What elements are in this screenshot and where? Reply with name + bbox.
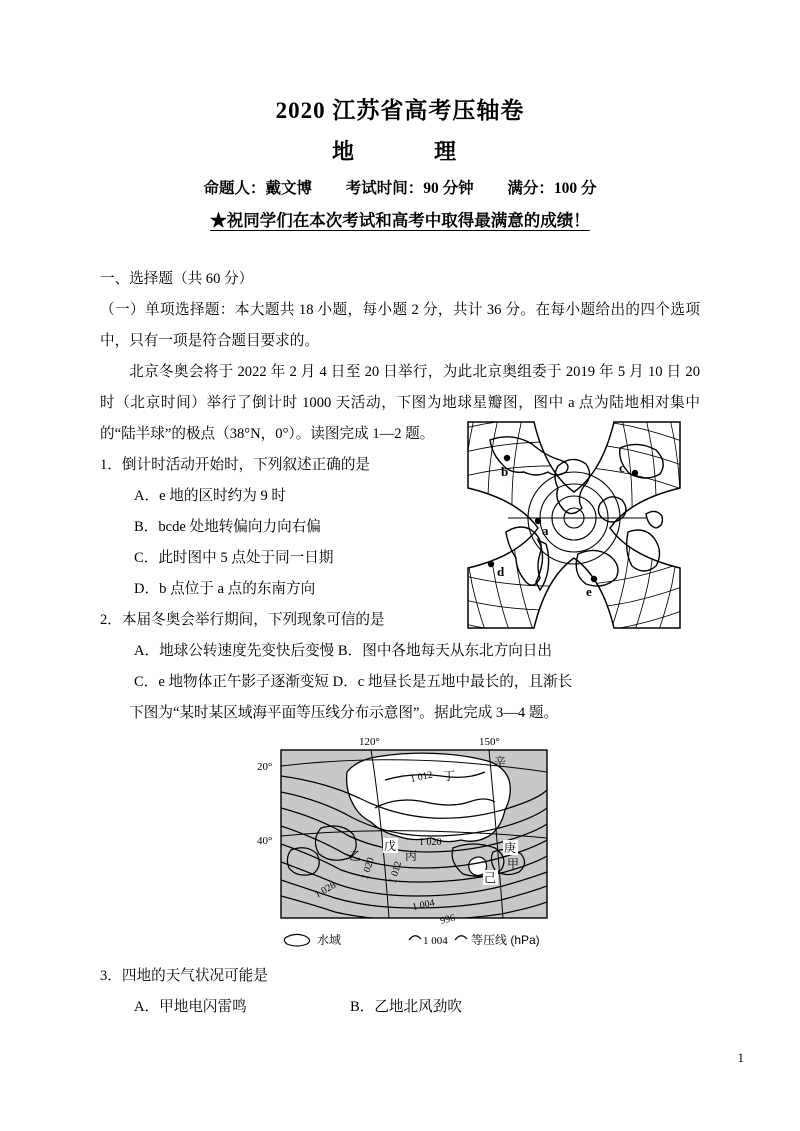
place-label-bing: 丙 xyxy=(405,849,418,863)
lat-label-40: 40° xyxy=(257,835,273,847)
place-label-ji: 己 xyxy=(484,871,497,885)
legend-isobar-line-right xyxy=(455,936,467,940)
question-1-block xyxy=(100,450,468,605)
place-label-geng-group xyxy=(503,840,518,855)
question-1-text: 倒计时活动开始时，下列叙述正确的是 xyxy=(121,457,371,474)
total-score-label: 满分：100 分 xyxy=(507,180,597,198)
stem-paragraph-1: 北京冬奥会将于 2022 年 2 月 4 日至 20 日举行，为此北京奥组委于 2019 年 5 月 10 日 20 时（北京时间）举行了倒计时 1000 天活动，下图为地球星瓣图，图中 a 点为陆地相对集中的“陆半球”的极点（38°N，0°）。读图完成 1—2 题。 xyxy=(100,364,700,443)
isobar-label-1012-top: 1 012 xyxy=(409,769,434,785)
isobar-label-1028: 1 028 xyxy=(313,879,338,901)
point-e-label: e xyxy=(586,584,592,599)
question-3-text: 四地的天气状况可能是 xyxy=(121,968,268,985)
point-a-label: a xyxy=(542,523,549,538)
isobar-label-1020-left: 1 020 xyxy=(359,856,377,881)
question-2-option-b[interactable]: B．图中各地每天从东北方向日出 xyxy=(337,643,552,660)
point-d-label: d xyxy=(497,564,505,579)
point-e-dot xyxy=(591,576,597,582)
question-3-number: 3． xyxy=(100,968,122,985)
place-label-wu: 戊 xyxy=(384,839,397,853)
question-1 xyxy=(100,450,468,481)
duration-label: 考试时间：90 分钟 xyxy=(345,180,474,198)
question-1-option-a[interactable]: A．e 地的区时约为 9 时 xyxy=(134,488,287,505)
question-2-option-d[interactable]: D．c 地昼长是五地中最长的，且渐长 xyxy=(332,674,573,691)
place-label-ding: 丁 xyxy=(443,769,456,783)
section-heading-one: 一、选择题（共 60 分） xyxy=(100,271,254,288)
place-label-jia-group xyxy=(507,857,519,871)
question-1-option-c[interactable]: C．此时图中 5 点处于同一日期 xyxy=(134,550,334,567)
lat-label-20: 20° xyxy=(257,761,273,773)
isobar-label-1004: 1 004 xyxy=(411,897,436,913)
place-label-jia: 甲 xyxy=(507,857,520,871)
isobar-label-1012-mid: 1 012 xyxy=(387,860,405,885)
page-number: 1 xyxy=(737,1050,744,1065)
legend-water-swatch xyxy=(284,934,309,946)
question-2-option-a[interactable]: A．地球公转速度先变快后变慢 xyxy=(134,643,335,660)
question-3 xyxy=(100,961,700,992)
point-b-dot xyxy=(504,455,510,461)
question-3-option-b[interactable]: B．乙地北风劲吹 xyxy=(350,999,462,1016)
question-1-option-d[interactable]: D．b 点位于 a 点的东南方向 xyxy=(134,581,316,598)
isobar-label-1020-mid: 1 020 xyxy=(419,837,442,848)
point-d-dot xyxy=(488,561,494,567)
point-c-dot xyxy=(632,470,638,476)
exam-meta xyxy=(0,164,800,197)
legend-isobar-label: 等压线 (hPa) xyxy=(471,933,540,947)
lon-label-120: 120° xyxy=(359,736,380,748)
wish-text: ★祝同学们在本次考试和高考中取得最满意的成绩！ xyxy=(210,210,590,230)
author-label: 命题人：戴文博 xyxy=(203,180,312,198)
question-3-option-a[interactable]: A．甲地电闪雷鸣 xyxy=(134,999,247,1016)
legend-water-label: 水域 xyxy=(317,933,342,947)
point-b-label: b xyxy=(501,464,509,479)
place-label-yi: 乙 xyxy=(349,849,362,863)
lon-label-150: 150° xyxy=(479,736,500,748)
map-legend xyxy=(284,932,539,947)
question-3-options-row xyxy=(100,992,700,1023)
place-label-geng: 庚 xyxy=(504,841,517,855)
isobar-label-996: 996 xyxy=(439,912,457,927)
isobar-map-figure xyxy=(255,732,565,960)
question-2-options-row-1 xyxy=(100,636,700,667)
wish-line xyxy=(0,198,800,231)
place-label-xin: 辛 xyxy=(494,755,507,769)
point-c-label: c xyxy=(619,460,625,475)
question-1-option-b[interactable]: B．bcde 处地转偏向力向右偏 xyxy=(134,519,321,536)
question-2-number: 2． xyxy=(100,612,122,629)
stem-paragraph-2: 下图为“某时某区域海平面等压线分布示意图”。据此完成 3—4 题。 xyxy=(129,705,559,722)
point-a-dot xyxy=(535,518,541,524)
page-title: 2020 江苏省高考压轴卷 xyxy=(275,98,525,123)
subject-title: 地 理 xyxy=(331,139,468,165)
question-2-options-row-2 xyxy=(100,667,700,698)
question-3-block xyxy=(100,961,700,1023)
legend-isobar-value: 1 004 xyxy=(423,935,448,947)
butterfly-globe-figure xyxy=(460,414,688,636)
question-2-option-c[interactable]: C．e 地物体正午影子逐渐变短 xyxy=(134,674,329,691)
part-one-instructions: （一）单项选择题：本大题共 18 小题，每小题 2 分，共计 36 分。在每小题给出的四个选项中，只有一项是符合题目要求的。 xyxy=(100,302,700,350)
question-1-number: 1． xyxy=(100,457,122,474)
place-label-wu-group xyxy=(383,838,398,853)
legend-isobar-line-left xyxy=(409,936,421,940)
place-label-ji-group xyxy=(483,870,498,885)
question-2-text: 本届冬奥会举行期间，下列现象可信的是 xyxy=(121,612,385,629)
